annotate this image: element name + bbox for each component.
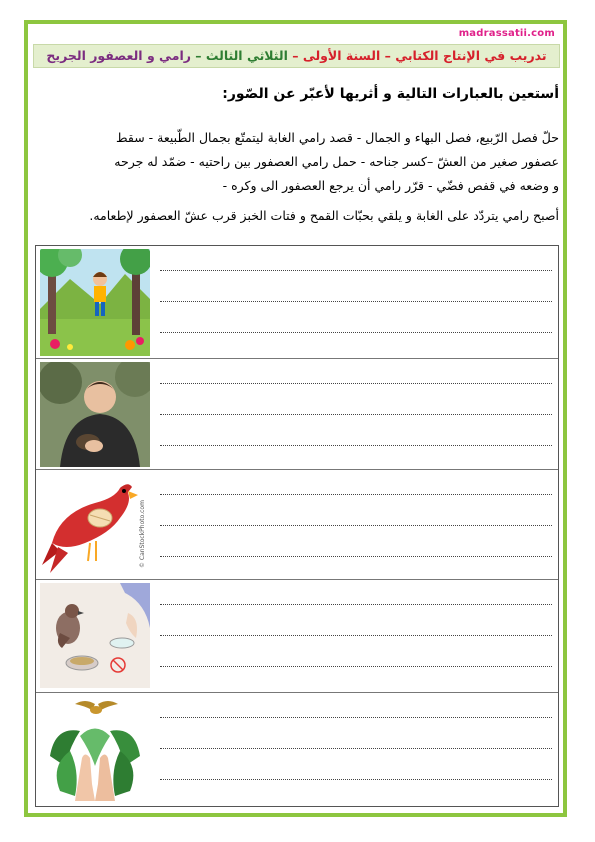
table-row bbox=[36, 580, 558, 693]
boy-in-forest-image bbox=[40, 249, 150, 356]
table-row bbox=[36, 693, 558, 806]
dotted-line[interactable] bbox=[160, 717, 552, 718]
writing-lines[interactable] bbox=[160, 470, 552, 579]
title-part-story: رامي و العصفور الجريح bbox=[46, 48, 191, 63]
writing-lines[interactable] bbox=[160, 580, 552, 692]
writing-table bbox=[35, 245, 559, 807]
paragraph-line: حلّ فصل الرّبيع، فصل البهاء و الجمال - قصد رامي الغابة ليتمتّع بجمال الطّبيعة - سقط bbox=[116, 130, 559, 145]
dotted-line[interactable] bbox=[160, 270, 552, 271]
watermark-text: © CanStockPhoto.com bbox=[139, 500, 146, 568]
dotted-line[interactable] bbox=[160, 556, 552, 557]
dotted-line[interactable] bbox=[160, 604, 552, 605]
instruction-heading: أستعين بالعبارات التالية و أثريها لأعبّر عن الصّور: bbox=[222, 86, 559, 102]
writing-lines[interactable] bbox=[160, 359, 552, 469]
bandaged-red-bird-image bbox=[40, 473, 150, 577]
boy-holding-bird-image bbox=[40, 362, 150, 467]
dotted-line[interactable] bbox=[160, 414, 552, 415]
site-brand: madrassatii.com bbox=[458, 28, 555, 39]
table-row bbox=[36, 359, 558, 470]
dotted-line[interactable] bbox=[160, 332, 552, 333]
writing-lines[interactable] bbox=[160, 246, 552, 358]
dotted-line[interactable] bbox=[160, 748, 552, 749]
table-row bbox=[36, 246, 558, 359]
dotted-line[interactable] bbox=[160, 525, 552, 526]
dotted-line[interactable] bbox=[160, 383, 552, 384]
title-part-term: الثلاثي الثالث – bbox=[190, 48, 288, 63]
dotted-line[interactable] bbox=[160, 666, 552, 667]
feeding-bird-image bbox=[40, 583, 150, 688]
table-row bbox=[36, 470, 558, 580]
dotted-line[interactable] bbox=[160, 494, 552, 495]
dotted-line[interactable] bbox=[160, 635, 552, 636]
paragraph-line: عصفور صغير من العشّ –كسر جناحه - حمل رامي العصفور بين راحتيه - ضمّد له جرحه bbox=[114, 154, 559, 169]
paragraph-line: و وضعه في قفص فضّي - قرّر رامي أن يرجع العصفور الى وكره - bbox=[222, 178, 559, 193]
dotted-line[interactable] bbox=[160, 445, 552, 446]
releasing-bird-image bbox=[40, 696, 150, 803]
final-sentence: أصبح رامي يتردّد على الغابة و يلقي بحبّات القمح و فتات الخبز قرب عشّ العصفور لإطعامه. bbox=[89, 208, 559, 223]
vocabulary-paragraph bbox=[35, 126, 559, 198]
title-bar bbox=[33, 44, 560, 68]
dotted-line[interactable] bbox=[160, 301, 552, 302]
dotted-line[interactable] bbox=[160, 779, 552, 780]
writing-lines[interactable] bbox=[160, 693, 552, 806]
title-part-grade: تدريب في الإنتاج الكتابي – السنة الأولى – bbox=[287, 48, 547, 63]
